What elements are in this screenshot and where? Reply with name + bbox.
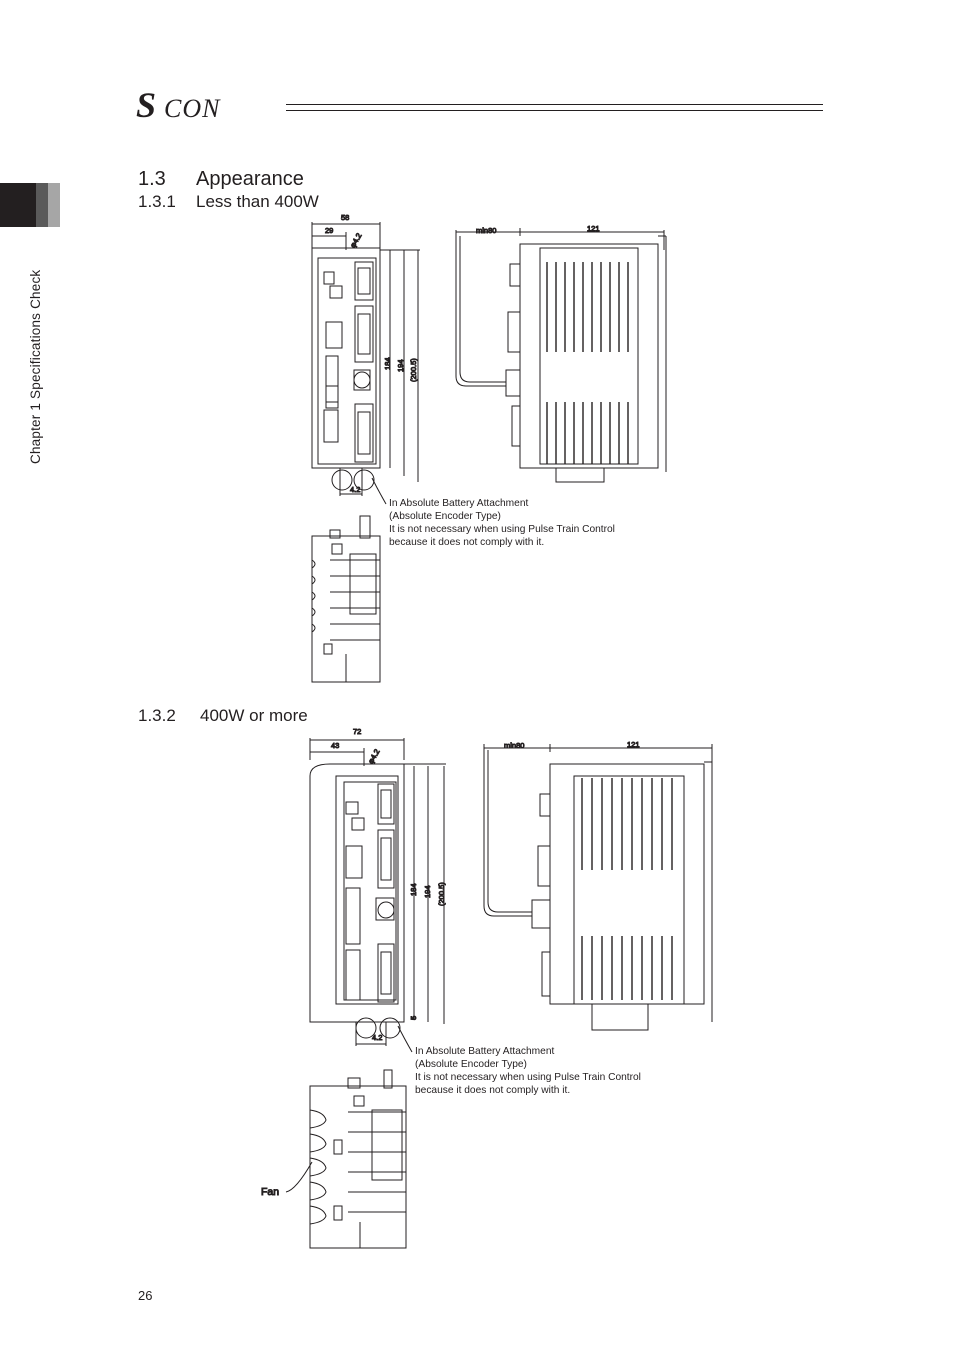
dim-min80: min80 [504, 741, 525, 750]
dim-121: 121 [627, 740, 640, 749]
chapter-label: Chapter 1 Specifications Check [28, 269, 43, 464]
dim-half: 29 [325, 226, 334, 235]
side-view-small [456, 228, 666, 482]
subsection-heading-2: 1.3.2 400W or more [138, 706, 308, 725]
dim-bottom: 4.2 [372, 1033, 383, 1042]
dim-width: 58 [341, 213, 350, 222]
dim-width: 72 [353, 727, 362, 736]
note-battery-2: In Absolute Battery Attachment (Absolute Encoder Type) It is not necessary when using Pulse Train Control because it does not comply with it. [415, 1046, 641, 1096]
fan-label: Fan [261, 1186, 280, 1198]
dim-hole: φ4.2 [348, 231, 364, 250]
dim-min80: min80 [476, 226, 497, 235]
dim-194: 194 [396, 359, 405, 372]
section-heading: 1.3 Appearance [138, 168, 304, 190]
bottom-view-large [286, 1070, 406, 1248]
subsection-heading-1: 1.3.1 Less than 400W [138, 192, 319, 211]
dim-2005: (200.5) [409, 358, 418, 382]
dim-bottom: 4.2 [350, 485, 361, 494]
dim-194: 194 [423, 885, 432, 898]
dim-hole: φ4.2 [366, 747, 382, 766]
dim-121: 121 [587, 224, 600, 233]
note-battery-1: In Absolute Battery Attachment (Absolute Encoder Type) It is not necessary when using Pulse Train Control because it does not comply with it. [389, 498, 615, 548]
dim-5: 5 [409, 1015, 418, 1020]
dim-2005: (200.5) [437, 882, 446, 906]
dim-184: 184 [409, 883, 418, 896]
dim-184: 184 [383, 357, 392, 370]
dim-half: 43 [331, 741, 340, 750]
svg-text:CON: CON [164, 94, 221, 123]
bottom-view-small [312, 516, 380, 682]
page-number: 26 [138, 1288, 153, 1303]
side-view-large [484, 744, 712, 1030]
svg-text:S: S [136, 88, 157, 124]
